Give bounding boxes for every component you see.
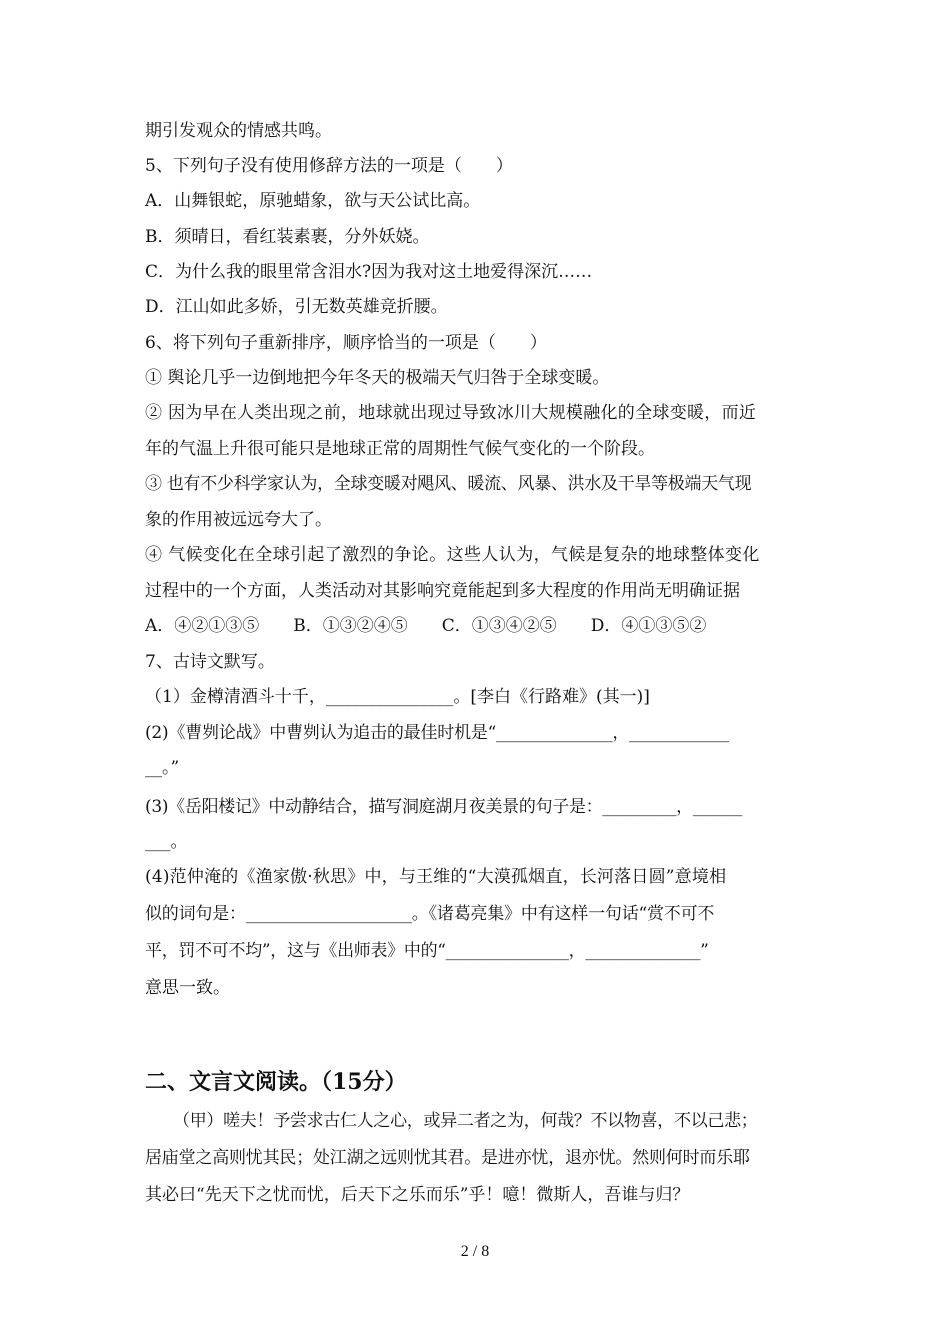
text-line: 期引发观众的情感共鸣。: [145, 121, 332, 141]
question-7-2: (2)《曹刿论战》中曹刿认为追击的最佳时机是“______________，____________: [145, 723, 729, 743]
question-7-4-cont3: 意思一致。: [145, 978, 230, 998]
passage-line: 居庙堂之高则忧其民；处江湖之远则忧其君。是进亦忧，退亦忧。然则何时而乐耶: [145, 1148, 750, 1168]
option-b: B．须晴日，看红装素裹，分外妖娆。: [145, 227, 430, 247]
question-7-4-cont: 似的词句是：____________________。《诸葛亮集》中有这样一句话“赏不可不: [145, 904, 715, 924]
question-7-2-cont: __。”: [145, 758, 180, 778]
question-7: 7、古诗文默写。: [145, 652, 275, 672]
option-a: A．山舞银蛇，原驰蜡象，欲与天公试比高。: [145, 191, 481, 211]
question-7-1: （1）金樽清酒斗十千，_______________。[李白《行路难》(其一)]: [145, 687, 650, 707]
question-7-4: (4)范仲淹的《渔家傲·秋思》中，与王维的“大漠孤烟直，长河落日圆”意境相: [145, 867, 727, 887]
option-d: D．江山如此多娇，引无数英雄竞折腰。: [145, 297, 448, 317]
passage-line: （甲）嗟夫！予尝求古仁人之心，或异二者之为，何哉？不以物喜，不以己悲；: [173, 1111, 758, 1131]
question-5: 5、下列句子没有使用修辞方法的一项是（ ）: [145, 156, 513, 176]
sentence-4-cont: 过程中的一个方面，人类活动对其影响究竟能起到多大程度的作用尚无明确证据: [145, 581, 740, 601]
sentence-4: ④ 气候变化在全球引起了激烈的争论。这些人认为，气候是复杂的地球整体变化: [145, 545, 760, 565]
sentence-2-cont: 年的气温上升很可能只是地球正常的周期性气候气变化的一个阶段。: [145, 439, 655, 459]
option-c: C．为什么我的眼里常含泪水?因为我对这土地爱得深沉……: [145, 262, 593, 282]
question-6: 6、将下列句子重新排序，顺序恰当的一项是（ ）: [145, 333, 547, 353]
page-number: 2 / 8: [460, 1243, 490, 1260]
sentence-3: ③ 也有不少科学家认为，全球变暖对飓风、暖流、风暴、洪水及干旱等极端天气现: [145, 474, 752, 494]
question-7-4-cont2: 平，罚不可不均”，这与《出师表》中的“_______________，______________”: [145, 941, 709, 961]
passage-line: 其必曰“先天下之忧而忧，后天下之乐而乐”乎！噫！微斯人，吾谁与归？: [145, 1185, 690, 1205]
options-6: A．④②①③⑤ B．①③②④⑤ C．①③④②⑤ D．④①③⑤②: [145, 616, 707, 636]
sentence-2: ② 因为早在人类出现之前，地球就出现过导致冰川大规模融化的全球变暖，而近: [145, 403, 757, 423]
sentence-3-cont: 象的作用被远远夸大了。: [145, 510, 332, 530]
question-7-3: (3)《岳阳楼记》中动静结合，描写洞庭湖月夜美景的句子是：_________，______: [145, 797, 743, 817]
section-heading: 二、文言文阅读。（15分）: [145, 1069, 407, 1095]
question-7-3-cont: ___。: [145, 832, 188, 852]
sentence-1: ① 舆论几乎一边倒地把今年冬天的极端天气归咎于全球变暖。: [145, 368, 610, 388]
